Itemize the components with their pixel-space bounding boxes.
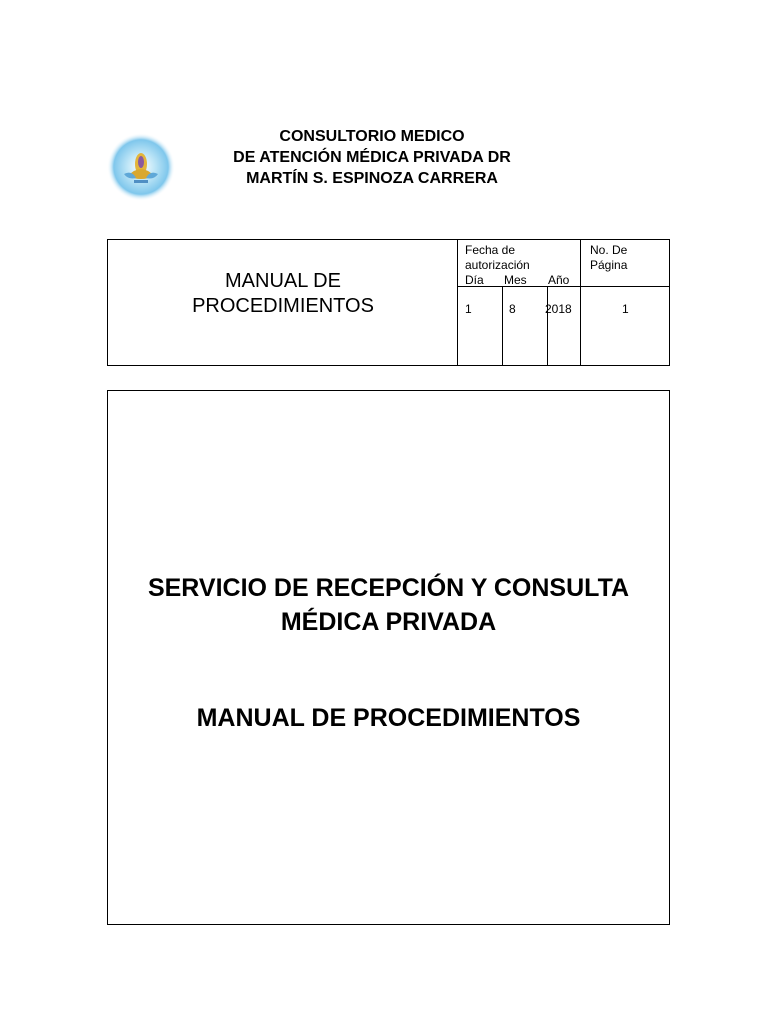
ano-value: 2018: [545, 302, 572, 316]
table-divider: [547, 286, 548, 365]
org-line-3: MARTÍN S. ESPINOZA CARRERA: [246, 170, 498, 187]
mes-label: Mes: [504, 273, 527, 287]
dia-value: 1: [465, 302, 472, 316]
manual-title-line-2: PROCEDIMIENTOS: [192, 295, 374, 317]
dia-label: Día: [465, 273, 484, 287]
service-title: [108, 571, 669, 639]
pagina-value: 1: [622, 302, 629, 316]
org-line-2: DE ATENCIÓN MÉDICA PRIVADA DR: [233, 149, 511, 166]
service-title-line-2: MÉDICA PRIVADA: [280, 608, 497, 636]
pagina-label-line-2: Página: [590, 258, 628, 272]
service-title-line-1: SERVICIO DE RECEPCIÓN Y CONSULTA: [147, 574, 630, 602]
lotus-emblem-icon: [106, 132, 176, 202]
mes-value: 8: [509, 302, 516, 316]
cover-content-box: [107, 390, 670, 925]
pagina-label-line-1: No. De: [590, 243, 628, 257]
procedures-manual-title: MANUAL DE PROCEDIMIENTOS: [196, 704, 581, 732]
header-info-table: [107, 239, 670, 366]
organization-title: [172, 126, 572, 189]
fecha-label-line-2: autorización: [465, 258, 530, 272]
ano-label: Año: [548, 273, 570, 287]
table-divider: [580, 240, 581, 365]
org-line-1: CONSULTORIO MEDICO: [279, 128, 465, 145]
fecha-label-line-1: Fecha de: [465, 243, 516, 257]
manual-title: [108, 269, 458, 319]
table-divider: [502, 286, 503, 365]
manual-title-line-1: MANUAL DE: [225, 270, 341, 292]
